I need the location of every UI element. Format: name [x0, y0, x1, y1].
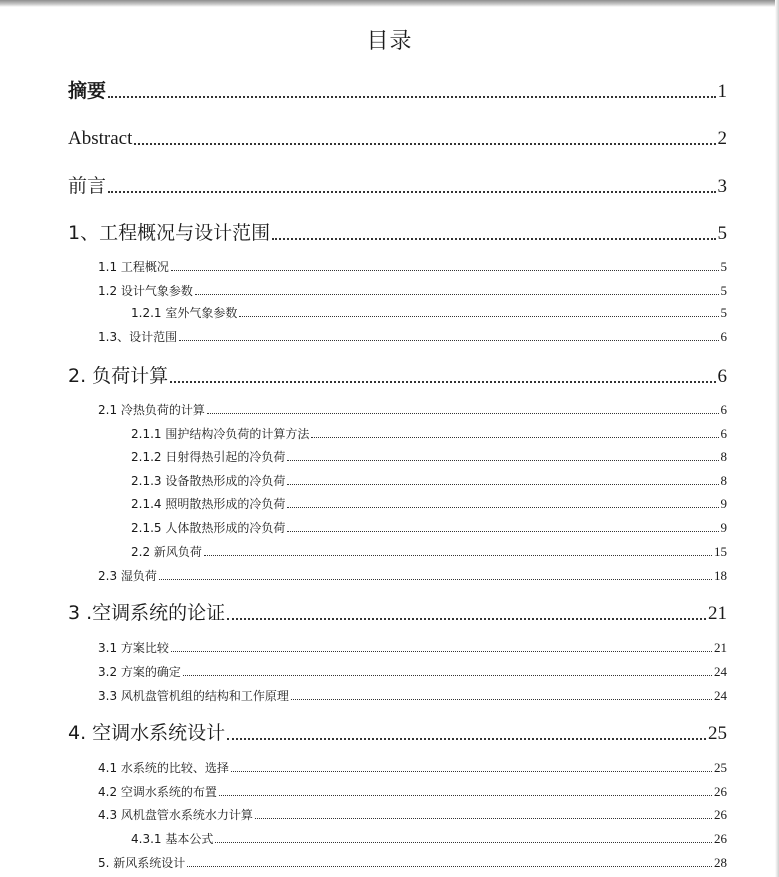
- toc-entry-page: 15: [714, 544, 727, 559]
- toc-leader-dots: [215, 842, 712, 843]
- toc-entry-page: 9: [720, 520, 727, 535]
- toc-entry-page: 6: [720, 426, 727, 441]
- toc-leader-dots: [171, 270, 719, 271]
- toc-entry-label: 4.2 空调水系统的布置: [98, 785, 217, 799]
- toc-entry-2-1-5[interactable]: [131, 518, 727, 536]
- toc-leader-dots: [219, 795, 712, 796]
- toc-leader-dots: [108, 191, 715, 193]
- toc-entry-page: 21: [714, 640, 727, 655]
- toc-leader-dots: [207, 413, 719, 414]
- toc-leader-dots: [291, 699, 712, 700]
- toc-entry-4-2[interactable]: [98, 782, 727, 800]
- toc-leader-dots: [287, 460, 718, 461]
- toc-leader-dots: [287, 531, 718, 532]
- toc-leader-dots: [227, 618, 706, 620]
- toc-entry-1-1[interactable]: [98, 257, 727, 275]
- toc-entry-page: 26: [714, 784, 727, 799]
- toc-entry-page: 28: [714, 855, 727, 870]
- toc-entry-2-1-3[interactable]: [131, 471, 727, 489]
- toc-entry-chapter-1[interactable]: [68, 219, 727, 245]
- toc-entry-4-3-1[interactable]: [131, 829, 727, 847]
- toc-entry-page: 5: [720, 259, 727, 274]
- toc-leader-dots: [179, 340, 718, 341]
- toc-leader-dots: [227, 738, 706, 740]
- toc-entry-4-3[interactable]: [98, 805, 727, 823]
- toc-entry-label: 2.3 湿负荷: [98, 569, 157, 583]
- toc-entry-label: 3.3 风机盘管机组的结构和工作原理: [98, 689, 289, 703]
- toc-entry-page: 25: [708, 723, 727, 744]
- toc-entry-label: 2.1.5 人体散热形成的冷负荷: [131, 521, 286, 535]
- toc-leader-dots: [255, 818, 712, 819]
- toc-entry-label: 3.2 方案的确定: [98, 665, 181, 679]
- toc-entry-label: 2.1.4 照明散热形成的冷负荷: [131, 497, 286, 511]
- toc-entry-label: 2.1 冷热负荷的计算: [98, 403, 205, 417]
- window-top-shadow: [0, 0, 779, 7]
- toc-entry-page: 26: [714, 807, 727, 822]
- toc-entry-page: 8: [720, 449, 727, 464]
- window-right-shadow: [775, 0, 779, 877]
- toc-entry-page: 24: [714, 688, 727, 703]
- toc-entry-abstract-cn[interactable]: [68, 77, 727, 103]
- toc-leader-dots: [183, 675, 712, 676]
- toc-entry-chapter-5[interactable]: [98, 853, 727, 871]
- toc-leader-dots: [170, 381, 715, 383]
- toc-entry-page: 9: [720, 496, 727, 511]
- toc-entry-label: 2. 负荷计算: [68, 365, 169, 387]
- toc-leader-dots: [171, 651, 712, 652]
- toc-entry-label: 2.1.2 日射得热引起的冷负荷: [131, 450, 286, 464]
- toc-entry-label: 1.1 工程概况: [98, 260, 169, 274]
- toc-entry-label: 1、工程概况与设计范围: [68, 222, 271, 244]
- toc-leader-dots: [108, 96, 715, 98]
- toc-entry-preface[interactable]: [68, 172, 727, 198]
- toc-leader-dots: [204, 555, 712, 556]
- toc-entry-page: 5: [720, 283, 727, 298]
- toc-leader-dots: [134, 143, 715, 145]
- toc-entry-page: 6: [717, 366, 727, 387]
- toc-entry-2-3[interactable]: [98, 566, 727, 584]
- toc-leader-dots: [231, 771, 712, 772]
- toc-leader-dots: [239, 316, 718, 317]
- toc-leader-dots: [311, 437, 718, 438]
- toc-entry-1-2-1[interactable]: [131, 303, 727, 321]
- toc-entry-label: 4.1 水系统的比较、选择: [98, 761, 229, 775]
- toc-entry-label: 前言: [68, 175, 107, 197]
- toc-entry-page: 8: [720, 473, 727, 488]
- toc-entry-page: 3: [717, 176, 727, 197]
- toc-entry-abstract-en[interactable]: [68, 124, 727, 150]
- toc-entry-label: 1.2 设计气象参数: [98, 284, 193, 298]
- toc-leader-dots: [187, 866, 712, 867]
- toc-entry-label: 2.1.3 设备散热形成的冷负荷: [131, 474, 286, 488]
- toc-entry-label: 摘要: [68, 80, 107, 102]
- toc-entry-label: 3.1 方案比较: [98, 641, 169, 655]
- toc-entry-page: 24: [714, 664, 727, 679]
- toc-entry-chapter-2[interactable]: [68, 362, 727, 388]
- toc-entry-label: 4. 空调水系统设计: [68, 722, 226, 744]
- toc-entry-page: 6: [720, 402, 727, 417]
- toc-entry-label: 4.3 风机盘管水系统水力计算: [98, 808, 253, 822]
- toc-entry-1-2[interactable]: [98, 281, 727, 299]
- toc-leader-dots: [159, 579, 712, 580]
- toc-entry-label: 2.1.1 围护结构冷负荷的计算方法: [131, 427, 310, 441]
- toc-entry-page: 25: [714, 760, 727, 775]
- toc-entry-label: 2.2 新风负荷: [131, 545, 202, 559]
- toc-leader-dots: [272, 238, 715, 240]
- toc-entry-label: 3 .空调系统的论证: [68, 602, 226, 624]
- toc-entry-4-1[interactable]: [98, 758, 727, 776]
- toc-entry-2-1[interactable]: [98, 400, 727, 418]
- toc-entry-page: 18: [714, 568, 727, 583]
- toc-leader-dots: [287, 507, 718, 508]
- toc-entry-page: 21: [708, 603, 727, 624]
- toc-leader-dots: [287, 484, 718, 485]
- toc-leader-dots: [195, 294, 719, 295]
- toc-entry-page: 6: [720, 329, 727, 344]
- toc-entry-page: 1: [717, 81, 727, 102]
- toc-entry-2-1-2[interactable]: [131, 447, 727, 465]
- toc-entry-label: 1.3、设计范围: [98, 330, 178, 344]
- toc-entry-2-1-4[interactable]: [131, 494, 727, 512]
- toc-entry-label: 4.3.1 基本公式: [131, 832, 214, 846]
- toc-entry-1-3[interactable]: [98, 327, 727, 345]
- toc-entry-2-1-1[interactable]: [131, 424, 727, 442]
- toc-entry-2-2[interactable]: [131, 542, 727, 560]
- toc-entry-3-2[interactable]: [98, 662, 727, 680]
- toc-entry-page: 2: [717, 128, 727, 149]
- toc-entry-3-1[interactable]: [98, 638, 727, 656]
- toc-entry-label: 5. 新风系统设计: [98, 856, 186, 870]
- page-title: 目录: [366, 29, 413, 54]
- toc-entry-page: 26: [714, 831, 727, 846]
- toc-entry-page: 5: [720, 305, 727, 320]
- toc-entry-label: 1.2.1 室外气象参数: [131, 306, 238, 320]
- toc-entry-page: 5: [717, 223, 727, 244]
- toc-entry-label: Abstract: [68, 128, 133, 149]
- toc-entry-chapter-3[interactable]: [68, 599, 727, 625]
- toc-entry-3-3[interactable]: [98, 686, 727, 704]
- toc-entry-chapter-4[interactable]: [68, 719, 727, 745]
